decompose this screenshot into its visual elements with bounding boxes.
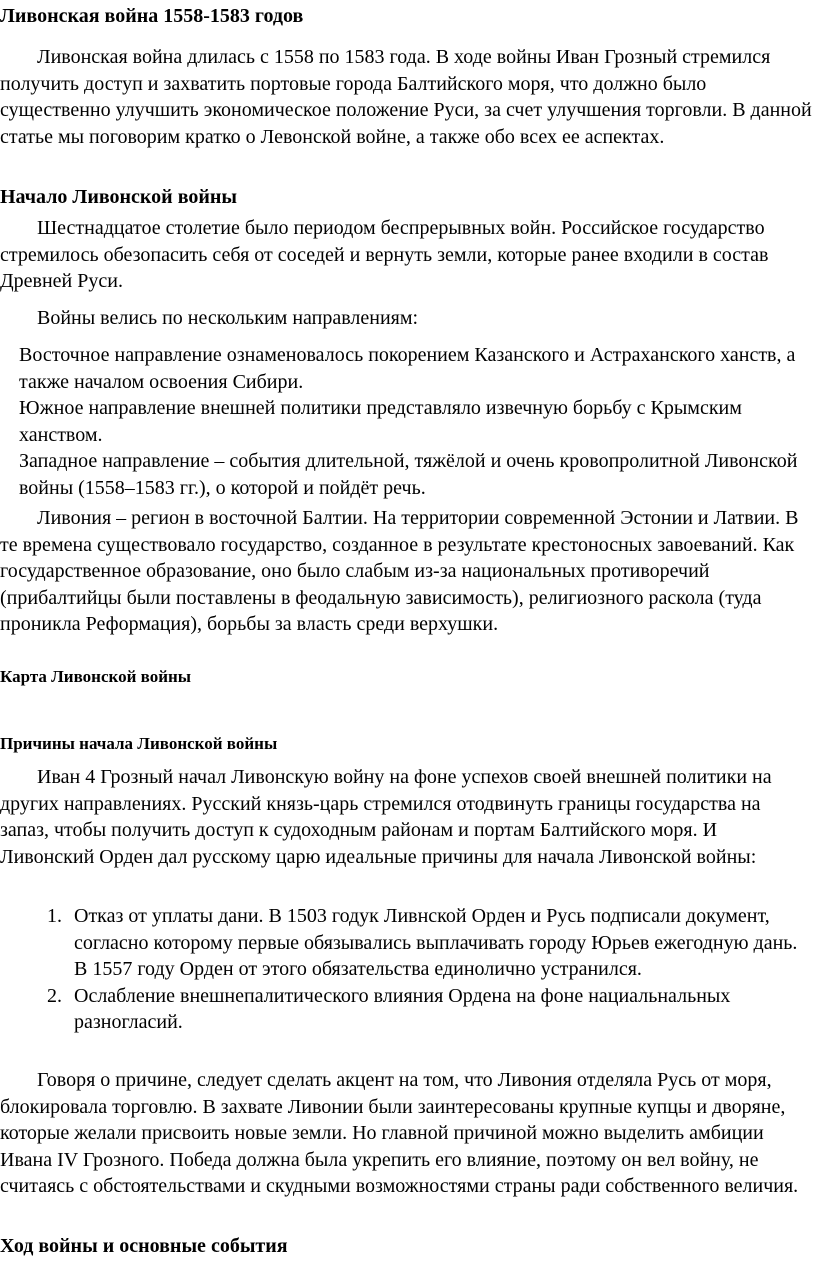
list-number: 2.: [47, 984, 62, 1007]
paragraph-sixteenth-century: Шестнадцатое столетие было периодом беспрерывных войн. Российское государство стремилось обезопасить себя от соседей и вернуть земли, которые ранее входили в состав Древней Руси.: [0, 217, 769, 292]
paragraph-directions-intro: Войны велись по нескольким направлениям:: [37, 307, 419, 329]
paragraph-causes-summary: Говоря о причине, следует сделать акцент на том, что Ливония отделяла Русь от моря, блокировала торговлю. В захвате Ливонии были заинтересованы крупные купцы и дворяне, которые желали присвоить новые земли. Но главной причиной можно выделить амбиции Ивана IV Грозного. Победа должна была укрепить его влияние, поэтому он вел войну, не считаясь с обстоятельствами и скудными возможностями страны ради собственного величия.: [0, 1069, 799, 1197]
document-title: Ливонская война 1558-1583 годов: [0, 5, 304, 27]
heading-map: Карта Ливонской войны: [0, 667, 192, 686]
directions-list: [19, 342, 809, 501]
list-item-south: Южное направление внешней политики представляло извечную борьбу с Крымским ханством.: [19, 397, 742, 446]
heading-course-of-war: Ход войны и основные события: [0, 1235, 288, 1257]
intro-paragraph: Ливонская война длилась с 1558 по 1583 года. В ходе войны Иван Грозный стремился получить доступ и захватить портовые города Балтийского моря, что должно было существенно улучшить экономическое положение Руси, за счет улучшения торговли. В данной статье мы поговорим кратко о Левонской войне, а также обо всех ее аспектах.: [0, 46, 812, 148]
heading-causes: Причины начала Ливонской войны: [0, 734, 278, 753]
list-item-east: Восточное направление ознаменовалось покорением Казанского и Астраханского ханств, а также началом освоения Сибири.: [19, 344, 796, 393]
paragraph-causes-intro: Иван 4 Грозный начал Ливонскую войну на фоне успехов своей внешней политики на других направлениях. Русский князь-царь стремился отодвинуть границы государства на запаз, чтобы получить доступ к судоходным районам и портам Балтийского моря. И Ливонский Орден дал русскому царю идеальные причины для начала Ливонской войны:: [0, 766, 772, 868]
list-item-text: Отказ от уплаты дани. В 1503 годук Ливнской Орден и Русь подписали документ, согласно которому первые обязывались выплачивать городу Юрьев ежегодную дань. В 1557 году Орден от этого обязательства единолично устранился.: [74, 905, 798, 980]
list-item-reason-2: [47, 983, 807, 1036]
list-item-west: Западное направление – события длительной, тяжёлой и очень кровопролитной Ливонской войны (1558–1583 гг.), о которой и пойдёт речь.: [19, 450, 798, 499]
heading-war-start: Начало Ливонской войны: [0, 186, 238, 208]
list-number: 1.: [47, 905, 62, 927]
paragraph-livonia: Ливония – регион в восточной Балтии. На территории современной Эстонии и Латвии. В те времена существовало государство, созданное в результате крестоносных завоеваний. Как государственное образование, оно было слабым из-за национальных противоречий (прибалтийцы были поставлены в феодальную зависимость), религиозного раскола (туда проникла Реформация), борьбы за власть среди верхушки.: [0, 507, 799, 635]
list-item-reason-1: [47, 903, 807, 983]
reasons-list: [47, 903, 807, 1036]
list-item-text: Ослабление внешнепалитического влияния Ордена на фоне нациальнальных разногласий.: [74, 984, 731, 1033]
